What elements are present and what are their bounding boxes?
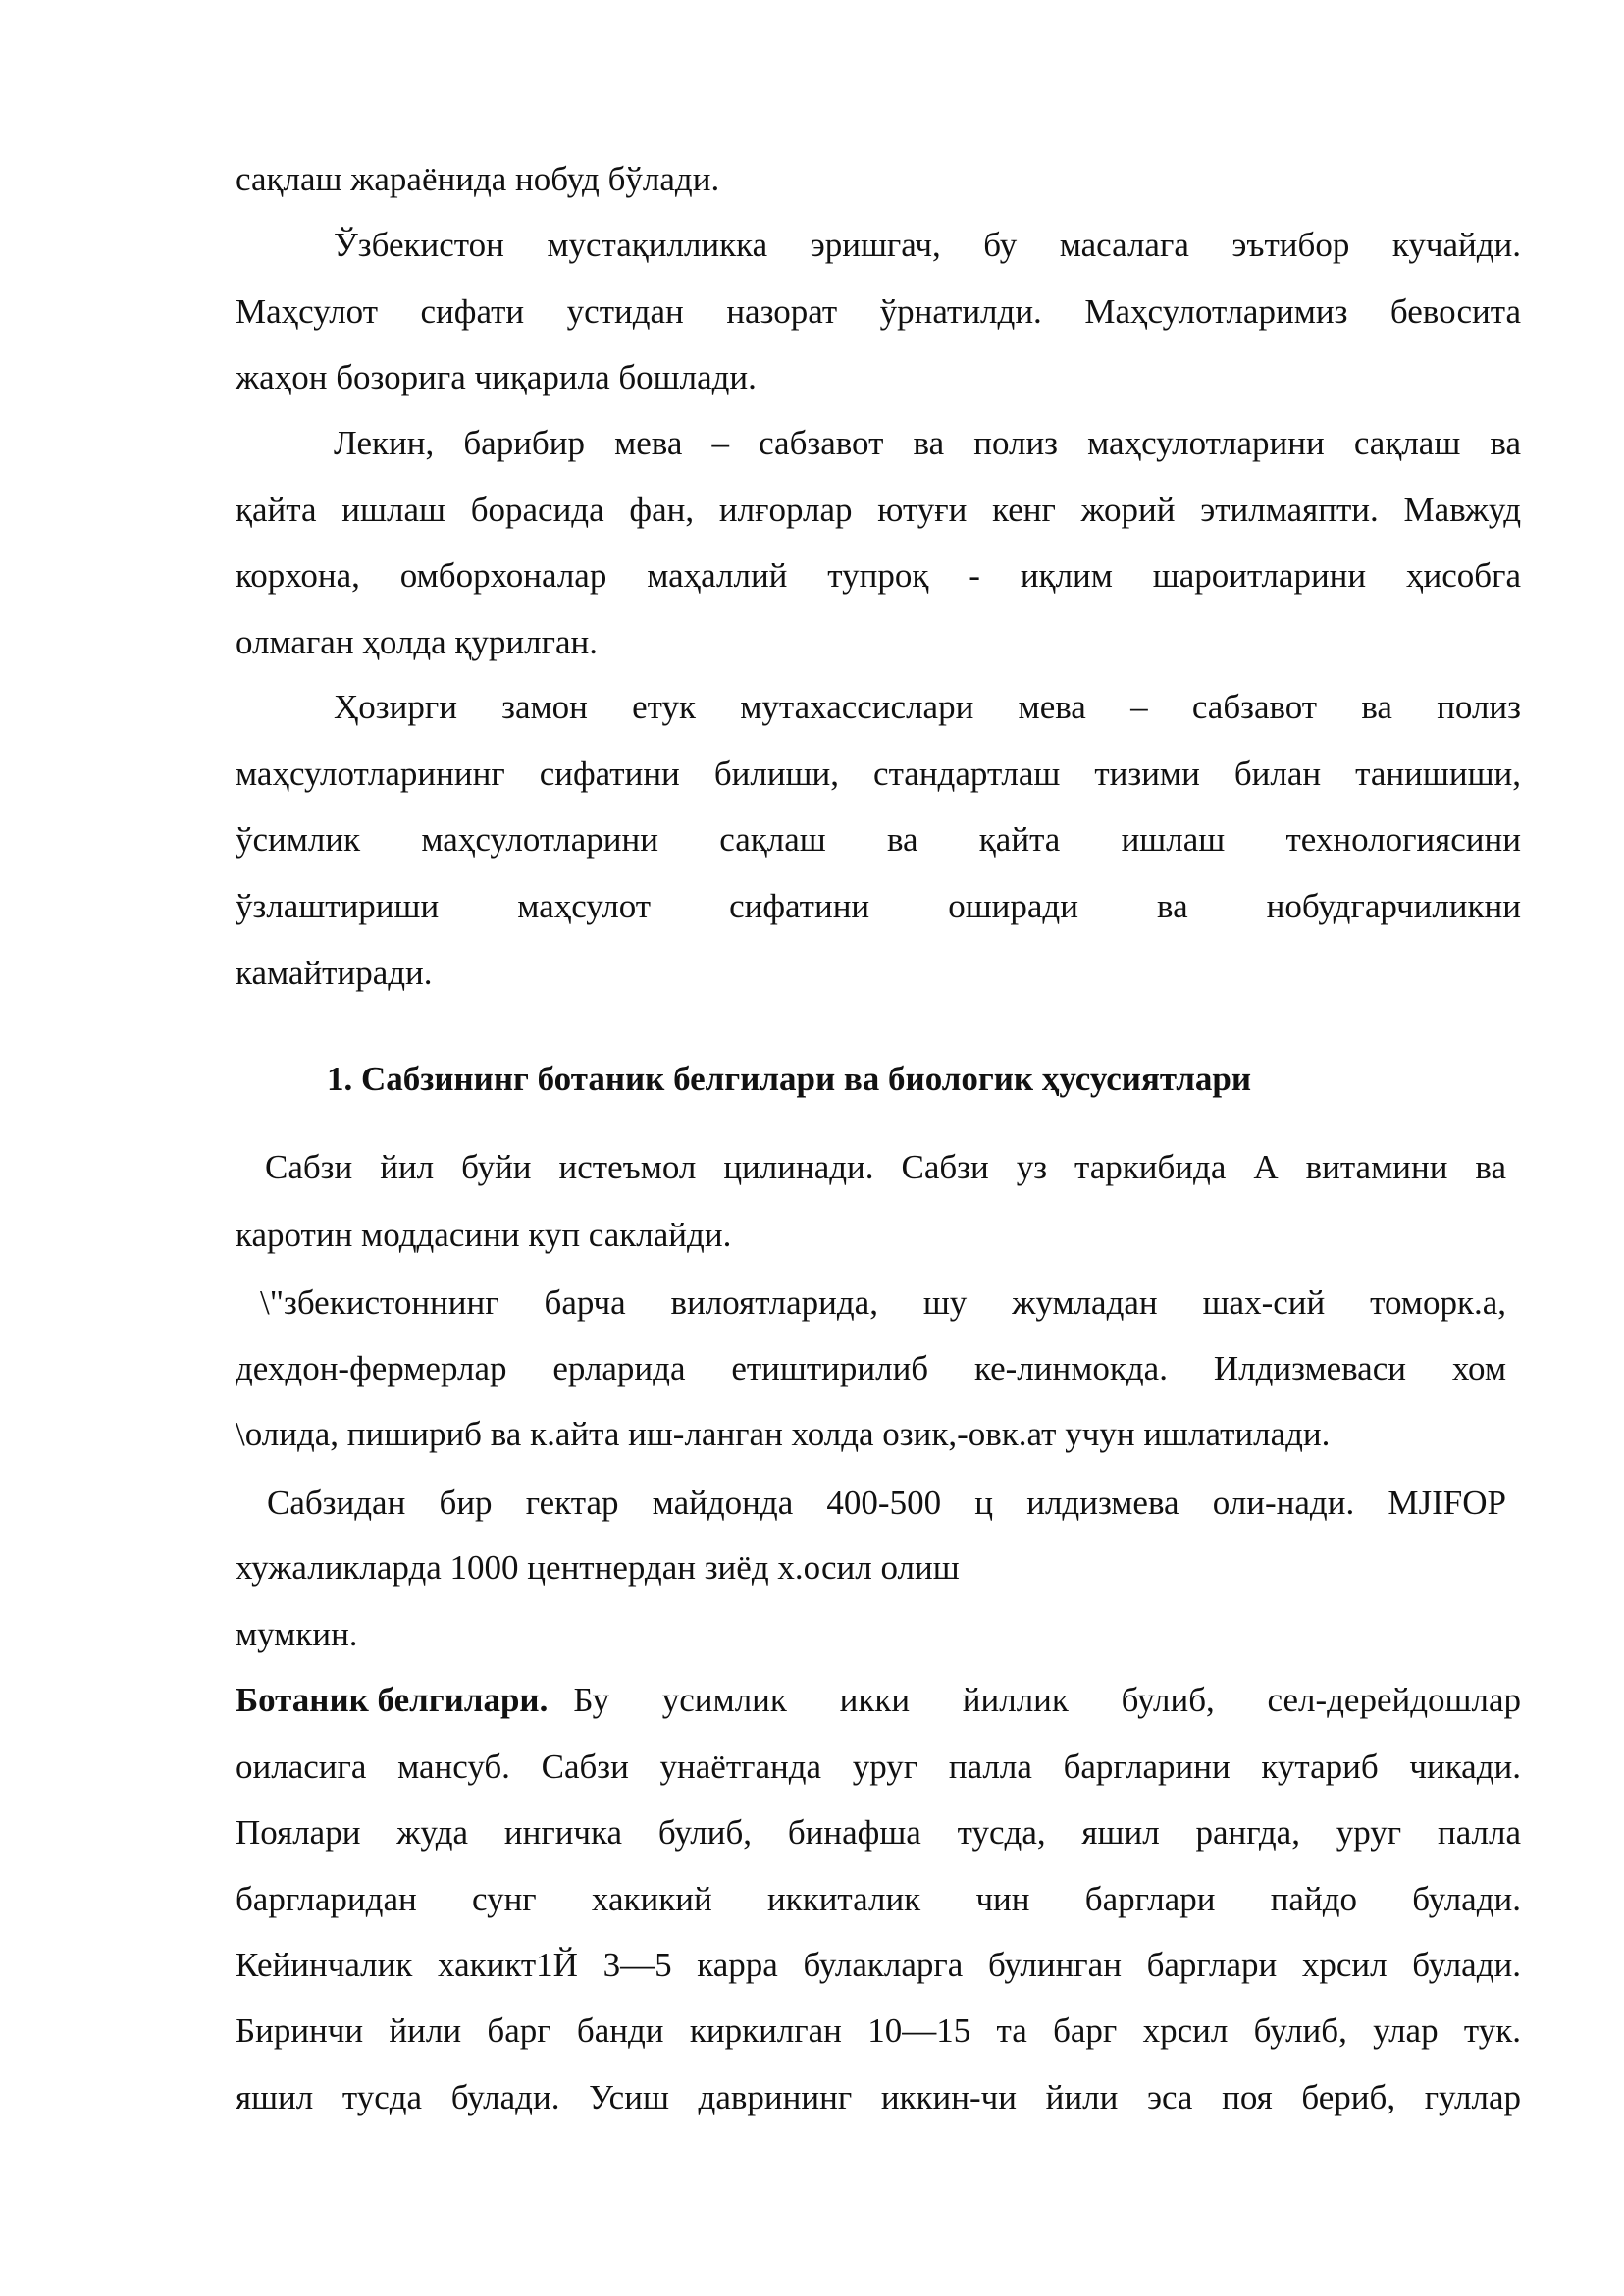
text-line: ўсимлик маҳсулотларини сақлаш ва қайта ишлаш технологиясини — [236, 820, 1521, 859]
inline-bold-term: Ботаник белгилари. — [236, 1681, 549, 1719]
text-line: Кейинчалик хакикт1Й 3—5 карра булакларга булинган барглари хрсил булади. — [236, 1946, 1521, 1984]
text-line: дехдон-фермерлар ерларида етиштирилиб ке-линмокда. Илдизмеваси хом — [236, 1349, 1506, 1387]
text-line: корхона, омборхоналар маҳаллий тупроқ - иқлим шароитларини ҳисобга — [236, 556, 1521, 595]
text-line: Биринчи йили барг банди киркилган 10—15 та барг хрсил булиб, улар тук. — [236, 2011, 1521, 2050]
text-line: Ўзбекистон мустақилликка эришгач, бу масалага эътибор кучайди. — [334, 226, 1521, 264]
text-line: мумкин. — [236, 1615, 358, 1653]
text-line: Поялари жуда ингичка булиб, бинафша тусда, яшил рангда, уруг палла — [236, 1813, 1521, 1852]
text-line: Сабзи йил буйи истеъмол цилинади. Сабзи уз таркибида А витамини ва — [265, 1148, 1506, 1186]
text-line: жаҳон бозорига чиқарила бошлади. — [236, 358, 757, 396]
text-line: Лекин, барибир мева – сабзавот ва полиз маҳсулотларини сақлаш ва — [334, 424, 1521, 462]
text-line — [236, 1683, 1521, 1717]
text-line: каротин моддасини куп саклайди. — [236, 1216, 732, 1254]
text-line: олмаган ҳолда қурилган. — [236, 623, 598, 661]
text-line: оиласига мансуб. Сабзи унаётганда уруг палла баргларини кутариб чикади. — [236, 1748, 1521, 1786]
text-line: \олида, пишириб ва к.айта иш-ланган холда озик,-овк.ат учун ишлатилади. — [236, 1415, 1331, 1453]
text-line: камайтиради. — [236, 954, 433, 992]
text-line: қайта ишлаш борасида фан, илғорлар ютуғи кенг жорий этилмаяпти. Мавжуд — [236, 491, 1521, 529]
text-line: яшил тусда булади. Усиш даврининг иккин-чи йили эса поя бериб, гуллар — [236, 2078, 1521, 2116]
text-line: Сабзидан бир гектар майдонда 400-500 ц илдизмева оли-нади. МJIFOP — [267, 1484, 1506, 1522]
text-line: сақлаш жараёнида нобуд бўлади. — [236, 160, 720, 198]
text-line: хужаликларда 1000 центнердан зиёд х.осил олиш — [236, 1548, 960, 1587]
text-line: Маҳсулот сифати устидан назорат ўрнатилди. Маҳсулотларимиз бевосита — [236, 292, 1521, 331]
text-line: \"збекистоннинг барча вилоятларида, шу жумладан шах-сий томорк.а, — [260, 1283, 1506, 1322]
text-line: баргларидан сунг хакикий иккиталик чин барглари пайдо булади. — [236, 1880, 1521, 1918]
text-line: маҳсулотларининг сифатини билиши, стандартлаш тизими билан танишиши, — [236, 755, 1521, 793]
text-line: Ҳозирги замон етук мутахассислари мева – сабзавот ва полиз — [334, 688, 1521, 726]
text-line-rest: Бу усимлик икки йиллик булиб, сел-дерейдошлар — [573, 1681, 1521, 1719]
text-line: ўзлаштириши маҳсулот сифатини оширади ва нобудгарчиликни — [236, 887, 1521, 925]
section-heading: 1. Сабзининг ботаник белгилари ва биологик ҳусусиятлари — [327, 1060, 1251, 1098]
